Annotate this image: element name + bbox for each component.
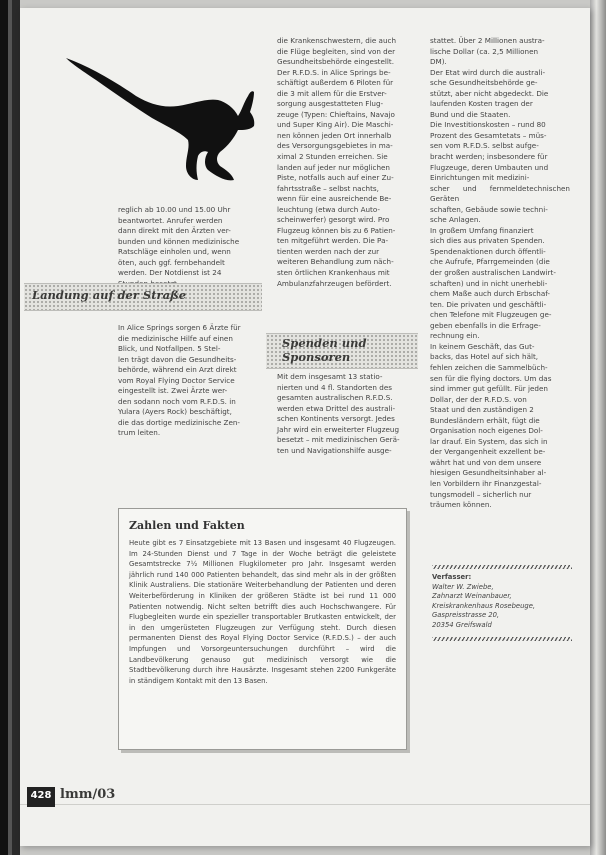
text-line: währt hat und von dem unsere [430,457,542,467]
text-line: fahrtsstraße – selbst nachts, [277,183,379,193]
text-line: Blick, und Notfallpen. 5 Stel- [118,344,221,354]
text-line: Bund und die Staaten. [430,109,511,119]
fact-box-text: Heute gibt es 7 Einsatzgebiete mit 13 Basen und insgesamt 40 Flugzeugen. Im 24-Stunden Dienst und 7 Tage in der Woche beträgt die geleistete Gesamtstrecke 7½ Millionen Flugkilometer pro Jahr. Insgesamt werden jährlich rund 140 000 Patienten behandelt, das sind mehr als in der größten Klinik Australiens. Die stationäre Weiterbehandlung der Patienten und deren Weiterbeförderung in Kliniken der größeren Städte ist bei rund 11 000 Patienten notwendig. Nicht selten betrifft dies auch Hochschwangere. Für Flugbegleiten wurde ein spezieller transportabler Brutkasten entwickelt, der in den umgerüsteten Flugzeugen zur Verfügung steht. Durch diesen permanenten Dienst des Royal Flying Doctor Service (R.F.D.S.) – der auch Impfungen und Vorsorgeuntersuchungen durchführt – wird die Landbevölkerung genauso gut medizinisch versorgt wie die Stadtbevölkerung durch ihre Hausärzte. Insgesamt stehen 2200 Funkgeräte in ständigem Kontakt mit den 13 Basen. [129,539,396,685]
kangaroo-icon [58,38,258,188]
text-line: schaften, Gebäude sowie techni- [430,204,548,214]
text-line: der Vergangenheit exzellent be- [430,447,546,457]
book-spine [0,0,20,855]
text-line: scher und fernmeldetechnischen Geräten [430,183,570,204]
section-title-line: Sponsoren [282,350,351,364]
text-line: tungsmodell – sicherlich nur [430,489,532,499]
text-line: Spendenaktionen durch öffentli- [430,246,546,256]
text-line: trum leiten. [118,428,161,438]
text-line: schen Kontinents versorgt. Jedes [277,414,395,424]
text-line: lische Dollar (ca. 2,5 Millionen [430,46,539,56]
text-line: zeuge (Typen: Chieftains, Navajo [277,109,395,119]
column-middle-section [277,372,414,456]
issue-label: lmm/03 [60,787,116,802]
text-line: werden etwa Drittel des australi- [277,403,396,413]
text-line: reglich ab 10.00 und 15.00 Uhr [118,205,231,214]
section-title-spenden [282,336,367,364]
author-line: Walter W. Zwiebe, [432,582,494,591]
text-line: ten mitgeführt werden. Die Pa- [277,236,389,246]
text-line: beantwortet. Anrufer werden [118,215,223,225]
text-line: behörde, während ein Arzt direkt [118,365,237,375]
text-line: DM). [430,57,447,67]
text-line: landen auf jeder nur möglichen [277,162,390,172]
page-number: 428 [30,790,52,801]
text-line: der großen australischen Landwirt- [430,268,556,278]
text-line: ximal 2 Stunden erreichen. Sie [277,152,388,162]
text-line: stützt, aber nicht abgedeckt. Die [430,88,549,98]
text-line: Piste, notfalls auch auf einer Zu- [277,173,394,183]
column-left-section [118,323,244,439]
section-title-line: Spenden und [282,336,367,350]
text-line: werden. Der Notdienst ist 24 [118,268,222,278]
text-line: schaften) und in nicht unerhebli- [430,278,548,288]
footer-divider [20,804,590,805]
text-line: sind immer gut gefüllt. Für jeden [430,384,548,394]
text-line: Einrichtungen mit medizini- [430,173,530,183]
text-line: die medizinische Hilfe auf einen [118,333,233,343]
author-block [432,573,572,631]
section-title-landung: Landung auf der Straße [32,288,187,302]
text-line: gesamten australischen R.F.D.S. [277,393,393,403]
text-line: Bundesländern erhält, fügt die [430,415,540,425]
author-line: Gaspreisstrasse 20, [432,611,500,620]
text-line: die das dortige medizinische Zen- [118,417,241,427]
text-line: Ratschläge einholen und, wenn [118,247,231,257]
author-line: 20354 Greifswald [432,620,492,629]
text-line: Flugzeug können bis zu 6 Patien- [277,225,396,235]
author-line: Zahnarzt Weinanbauer, [432,592,512,601]
text-line: des Versorgungsgebietes in ma- [277,141,393,151]
text-line: hiesigen Gesundheitsinhaber al- [430,468,547,478]
text-line: Der R.F.D.S. in Alice Springs be- [277,67,391,77]
column-left-intro [118,205,242,289]
text-line: bunden und können medizinische [118,236,240,246]
text-line: weiteren Behandlung zum näch- [277,257,394,267]
text-line: laufenden Kosten tragen der [430,99,533,109]
column-middle-top [277,36,414,289]
text-line: Ambulanzfahrzeugen befördert. [277,278,392,288]
text-line: die Krankenschwestern, die auch [277,36,397,45]
text-line: Die Investitionskosten – rund 80 [430,120,546,130]
text-line: die Flüge begleiten, sind von der [277,46,396,56]
text-line: fehlen zeichen die Sammelbüch- [430,362,548,372]
text-line: sen vom R.F.D.S. selbst aufge- [430,141,539,151]
text-line: vom Royal Flying Doctor Service [118,375,235,385]
text-line: dann direkt mit den Ärzten ver- [118,226,231,236]
fact-box [118,508,407,750]
text-line: nierten und 4 fl. Standorten des [277,382,392,392]
text-line: Gesundheitsbehörde eingestellt. [277,57,395,67]
text-line: In Alice Springs sorgen 6 Ärzte für [118,323,241,332]
text-line: Mit dem insgesamt 13 statio- [277,372,383,381]
text-line: Flugzeuge, deren Umbauten und [430,162,549,172]
text-line: schäftigt außerdem 6 Piloten für [277,78,394,88]
text-line: Dollar, der der R.F.D.S. von [430,394,527,404]
text-line: stattet. Über 2 Millionen austra- [430,36,545,45]
text-line: ten. Die privaten und geschäftli- [430,299,547,309]
text-line: besetzt – mit medizinischen Gerä- [277,435,400,445]
text-line: che Aufrufe, Pfarrgemeinden (die [430,257,550,267]
author-label: Verfasser: [432,573,472,581]
text-line: rechnung ein. [430,331,480,341]
text-line: Staat und den zuständigen 2 [430,405,534,415]
text-line: Yulara (Ayers Rock) beschäftigt, [118,407,232,417]
text-line: wenn für eine ausreichende Be- [277,194,392,204]
fact-box-title: Zahlen und Fakten [129,519,245,532]
text-line: nen können jeden Ort innerhalb [277,130,392,140]
text-line: scheinwerfer) gesorgt wird. Pro [277,215,390,225]
text-line: In keinem Geschäft, das Gut- [430,341,535,351]
column-right [430,36,570,511]
text-line: Jahr wird ein erweiterter Flugzeug [277,424,400,434]
text-line: ten und Navigationshilfe ausge- [277,445,392,455]
text-line: Prozent des Gesamtetats – müs- [430,130,547,140]
text-line: öten, auch ggf. fernbehandelt [118,257,225,267]
text-line: Organisation noch eigenes Dol- [430,426,543,436]
text-line: leuchtung (etwa durch Auto- [277,204,380,214]
text-line: sorgung ausgestatteten Flug- [277,99,384,109]
text-line: sche Anlagen. [430,215,481,225]
text-line: backs, das Hotel auf sich hält, [430,352,539,362]
text-line: die 3 mit allem für die Erstver- [277,88,387,98]
text-line: len trägt davon die Gesundheits- [118,354,237,364]
text-line: und Super King Air). Die Maschi- [277,120,394,130]
text-line: sche Gesundheitsbehörde ge- [430,78,538,88]
text-line: sich dies aus privaten Spenden. [430,236,545,246]
text-line: In großem Umfang finanziert [430,225,534,235]
author-divider-top [432,565,572,569]
text-line: lar drauf. Ein System, das sich in [430,436,548,446]
text-line: len Vorbildern ihr Finanzgestal- [430,478,542,488]
text-line: den sodann noch vom R.F.D.S. in [118,396,236,406]
text-line: Der Etat wird durch die australi- [430,67,546,77]
text-line: chem Maße auch durch Erbschaf- [430,289,550,299]
text-line: chen Telefone mit Flugzeugen ge- [430,310,552,320]
page-edge [590,0,606,855]
text-line: eingestellt ist. Zwei Ärzte wer- [118,386,228,396]
text-line: sten örtlichen Krankenhaus mit [277,268,390,278]
author-line: Kreiskrankenhaus Rosebeuge, [432,601,536,610]
text-line: sen für die flying doctors. Um das [430,373,552,383]
author-divider-bottom [432,637,572,641]
text-line: träumen können. [430,500,492,510]
text-line: bracht werden; insbesondere für [430,152,548,162]
text-line: tienten werden nach der zur [277,246,380,256]
text-line: geben ebenfalls in die Erfrage- [430,320,541,330]
